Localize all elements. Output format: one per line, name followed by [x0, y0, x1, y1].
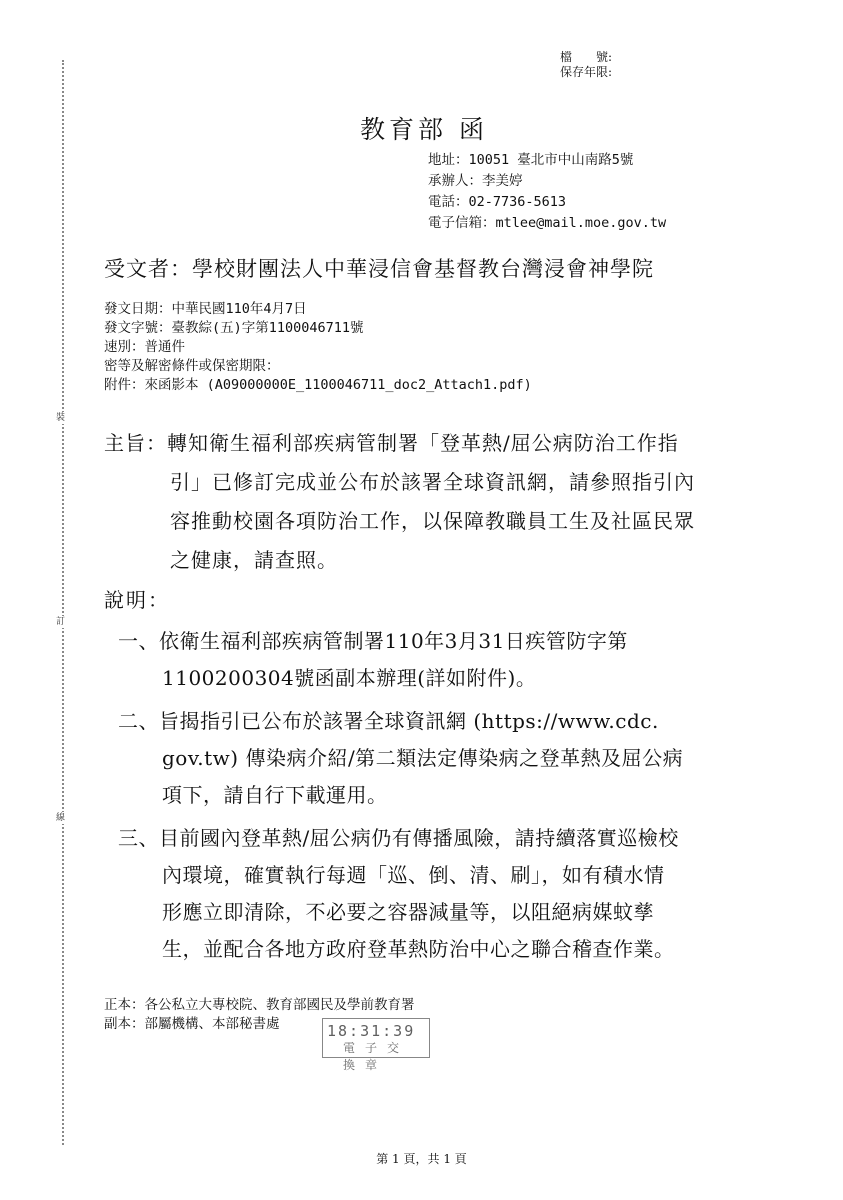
page-number: 第 1 頁，共 1 頁: [376, 1152, 467, 1166]
meta-block: [104, 300, 532, 395]
attachment: 附件：來函影本 (A09000000E_1100046711_doc2_Attach1.pdf): [104, 377, 532, 393]
distribution-main: 正本：各公私立大專校院、教育部國民及學前教育署: [104, 997, 415, 1013]
item-line: 一、依衛生福利部疾病管制署110年3月31日疾管防字第: [118, 629, 628, 653]
exchange-stamp: [322, 1018, 430, 1072]
document-number: 發文字號：臺教綜(五)字第1100046711號: [104, 320, 364, 336]
recipient: 受文者：學校財團法人中華浸信會基督教台灣浸會神學院: [104, 257, 654, 281]
item-line: 1100200304號函副本辦理(詳如附件)。: [162, 666, 537, 690]
contact-phone: 電話：02-7736-5613: [428, 194, 567, 210]
file-info: [560, 50, 612, 80]
distribution-copy: 副本：部屬機構、本部秘書處: [104, 1016, 280, 1032]
explanation-label: 說明：: [104, 588, 170, 612]
explanation-items: [118, 623, 758, 974]
subject-block: [104, 424, 754, 580]
stamp-mark: 電子交換章: [343, 1041, 410, 1072]
item-line: 項下，請自行下載運用。: [162, 783, 388, 807]
item-line: 內環境，確實執行每週「巡、倒、清、刷」，如有積水情: [162, 863, 665, 887]
file-number: 檔 號:: [560, 50, 613, 64]
contact-email: 電子信箱：mtlee@mail.moe.gov.tw: [428, 215, 667, 231]
item-line: gov.tw) 傳染病介紹/第二類法定傳染病之登革熱及屈公病: [162, 746, 684, 770]
delivery-speed: 速別：普通件: [104, 339, 185, 355]
issue-date: 發文日期：中華民國110年4月7日: [104, 301, 307, 317]
explanation-item-3: [118, 820, 758, 968]
binding-mark-xian: 線: [56, 813, 66, 823]
subject-line: 主旨：轉知衛生福利部疾病管制署「登革熱/屈公病防治工作指: [104, 431, 679, 455]
retention-period: 保存年限:: [560, 65, 613, 79]
secrecy-level: 密等及解密條件或保密期限：: [104, 358, 280, 374]
subject-line: 容推動校園各項防治工作，以保障教職員工生及社區民眾: [170, 509, 695, 533]
subject-line: 引」已修訂完成並公布於該署全球資訊網，請參照指引內: [170, 470, 695, 494]
contact-handler: 承辦人：李美婷: [428, 173, 523, 189]
binding-dotted-line: [62, 60, 64, 1145]
contact-address: 地址：10051 臺北市中山南路5號: [428, 152, 634, 168]
contact-block: [428, 150, 666, 234]
stamp-time: 18:31:39: [327, 1022, 416, 1040]
binding-mark-ding: 訂: [56, 617, 66, 627]
item-line: 二、旨揭指引已公布於該署全球資訊網 (https://www.cdc.: [118, 709, 659, 733]
subject-line: 之健康，請查照。: [170, 548, 338, 572]
document-title: 教育部 函: [360, 115, 488, 144]
item-line: 生，並配合各地方政府登革熱防治中心之聯合稽查作業。: [162, 937, 675, 961]
binding-mark-zhuang: 裝: [56, 413, 66, 423]
item-line: 三、目前國內登革熱/屈公病仍有傳播風險，請持續落實巡檢校: [118, 826, 679, 850]
item-line: 形應立即清除，不必要之容器減量等，以阻絕病媒蚊孳: [162, 900, 654, 924]
explanation-item-1: [118, 623, 758, 697]
explanation-item-2: [118, 703, 758, 814]
